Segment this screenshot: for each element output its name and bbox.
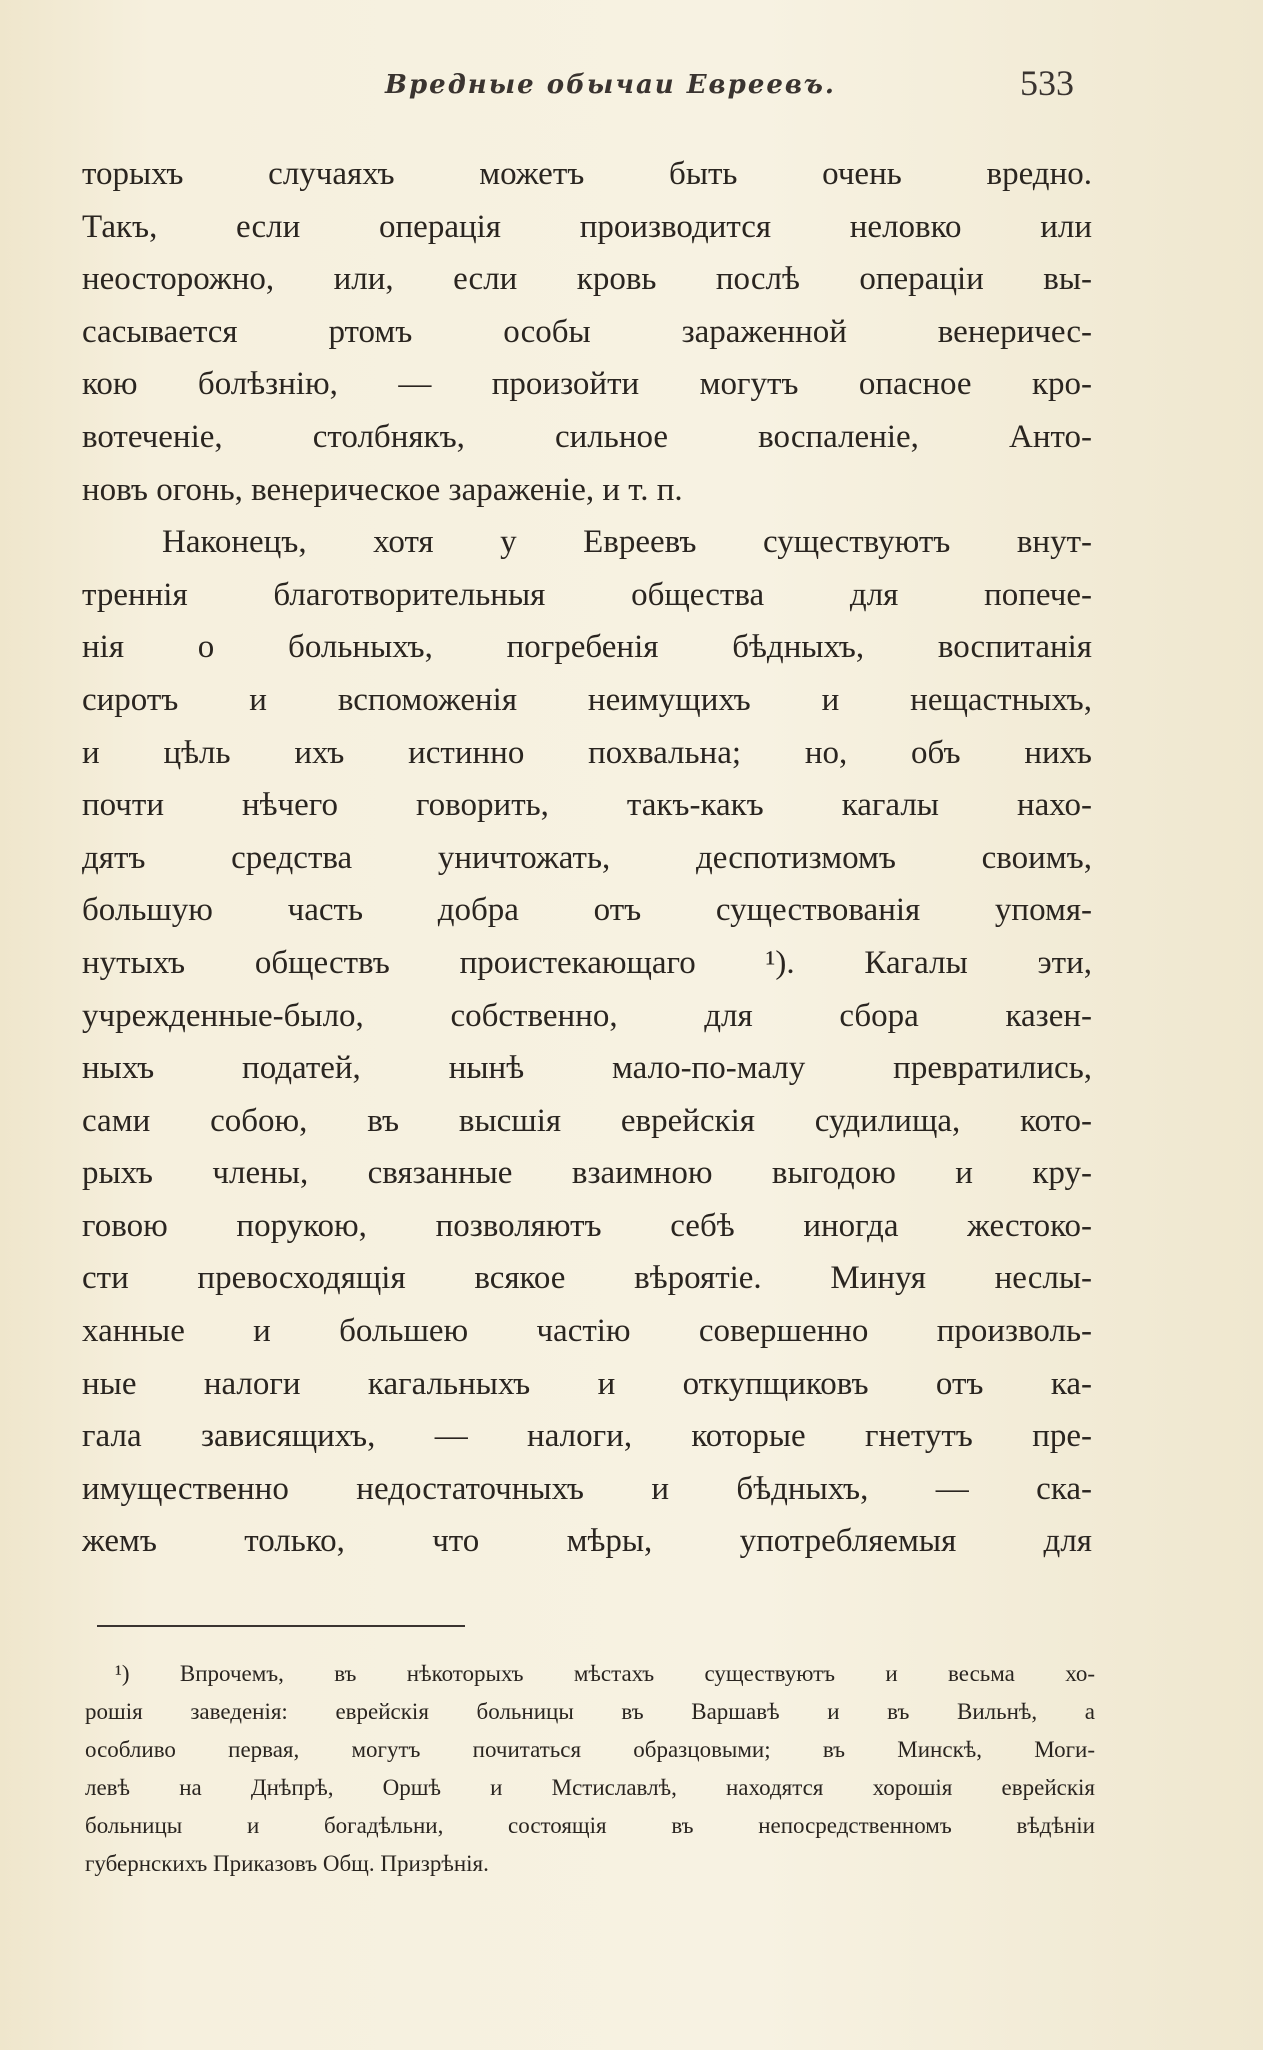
text-line: жемъ только, что мѣры, употребляемыя для — [82, 1523, 1092, 1560]
body-text — [82, 148, 1092, 1568]
text-line: учрежденные-было, собственно, для сбора казен- — [82, 997, 1092, 1034]
footnote-line: ¹) Впрочемъ, въ нѣкоторыхъ мѣстахъ существуютъ и весьма хо- — [115, 1661, 1095, 1686]
paragraph-start-line: Наконецъ, хотя у Евреевъ существуютъ внут- — [162, 524, 1092, 561]
text-line: новъ огонь, венерическое зараженіе, и т. п. — [82, 471, 683, 508]
footnote-line: больницы и богадѣльни, состоящія въ непосредственномъ вѣдѣніи — [85, 1813, 1095, 1838]
text-line: сиротъ и вспоможенія неимущихъ и нещастныхъ, — [82, 681, 1092, 718]
text-line: кою болѣзнію, — произойти могутъ опасное кро- — [82, 366, 1092, 403]
footnote-line: левѣ на Днѣпрѣ, Оршѣ и Мстиславлѣ, находятся хорошія еврейскія — [85, 1775, 1095, 1800]
text-line: гала зависящихъ, — налоги, которые гнетутъ пре- — [82, 1418, 1092, 1455]
text-line: сами собою, въ высшія еврейскія судилища, кото- — [82, 1102, 1092, 1139]
text-line: почти нѣчего говорить, такъ-какъ кагалы нахо- — [82, 787, 1092, 824]
text-line: большую часть добра отъ существованія упомя- — [82, 892, 1092, 929]
text-line: имущественно недостаточныхъ и бѣдныхъ, — ска- — [82, 1470, 1092, 1507]
text-line: ханные и большею частію совершенно произволь- — [82, 1313, 1092, 1350]
text-line: торыхъ случаяхъ можетъ быть очень вредно. — [82, 156, 1092, 192]
footnote — [85, 1655, 1095, 1883]
text-line: сасывается ртомъ особы зараженной венеричес- — [82, 313, 1092, 350]
text-line: и цѣль ихъ истинно похвальна; но, объ нихъ — [82, 734, 1092, 771]
footnote-line: особливо первая, могутъ почитаться образцовыми; въ Минскѣ, Моги- — [85, 1737, 1095, 1762]
text-line: дятъ средства уничтожать, деспотизмомъ своимъ, — [82, 839, 1092, 876]
text-line: нія о больныхъ, погребенія бѣдныхъ, воспитанія — [82, 629, 1092, 666]
text-line: сти превосходящія всякое вѣроятіе. Минуя неслы- — [82, 1260, 1092, 1297]
page-number: 533 — [1020, 63, 1074, 103]
text-line: говою порукою, позволяютъ себѣ иногда жестоко- — [82, 1207, 1092, 1244]
footnote-separator — [97, 1625, 465, 1627]
text-line: Такъ, если операція производится неловко или — [82, 208, 1092, 245]
text-line: ныхъ податей, нынѣ мало-по-малу превратились, — [82, 1050, 1092, 1087]
text-line: треннія благотворительныя общества для попече- — [82, 576, 1092, 613]
text-line: нутыхъ обществъ проистекающаго ¹). Кагалы эти, — [82, 944, 1092, 981]
footnote-line: губернскихъ Приказовъ Общ. Призрѣнія. — [85, 1851, 489, 1876]
text-line: ные налоги кагальныхъ и откупщиковъ отъ ка- — [82, 1365, 1092, 1402]
text-line: вотеченіе, столбнякъ, сильное воспаленіе, Анто- — [82, 418, 1092, 455]
running-title: Вредные обычаи Евреевъ. — [385, 70, 836, 100]
text-line: рыхъ члены, связанные взаимною выгодою и кру- — [82, 1155, 1092, 1192]
running-head — [0, 62, 1263, 122]
text-line: неосторожно, или, если кровь послѣ операціи вы- — [82, 261, 1092, 298]
footnote-line: рошія заведенія: еврейскія больницы въ Варшавѣ и въ Вильнѣ, а — [85, 1699, 1095, 1724]
